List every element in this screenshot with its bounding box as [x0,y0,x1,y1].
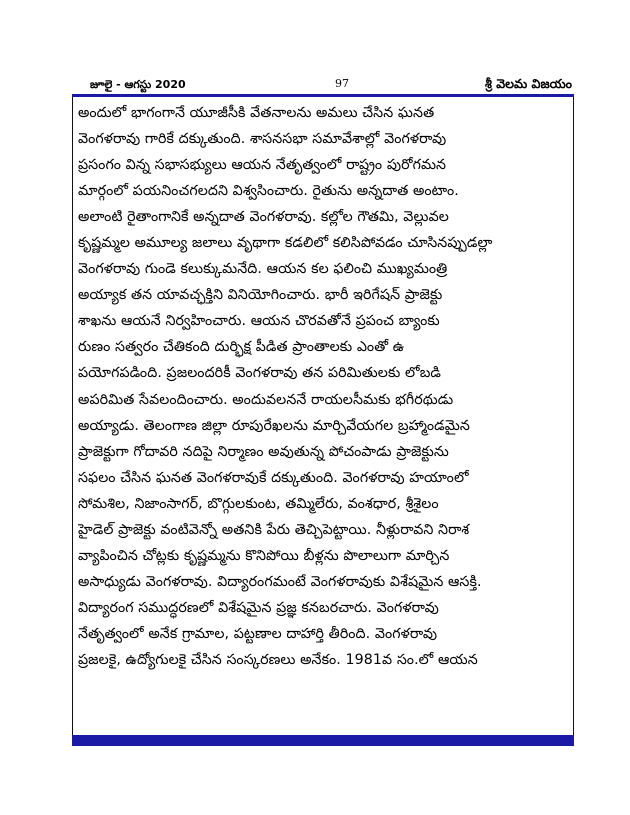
body-line: వెంగళరావు గారికే దక్కుతుంది. శాసనసభా సమావేశాల్లో వెంగళరావు [78,131,447,148]
body-line: సఫలం చేసిన ఘనత వెంగళరావుకే దక్కుతుంది. వెంగళరావు హయాంలో [78,469,469,486]
body-line: అయ్యాక తన యావచ్ఛక్తిని వినియోగించారు. భారీ ఇరిగేషన్ ప్రాజెక్టు [78,287,443,304]
page-number: 97 [335,77,349,90]
body-line: మార్గంలో పయనించగలదని విశ్వసించారు. రైతును అన్నదాత అంటాం. [78,183,459,200]
body-line: కృష్ణమ్మల అమూల్య జలాలు వృథాగా కడలిలో కలిసిపోవడం చూసినప్పుడల్లా [78,235,493,252]
body-line: శాఖను ఆయనే నిర్వహించారు. ఆయన చొరవతోనే ప్రపంచ బ్యాంకు [78,313,440,330]
issue-date: జూలై - ఆగస్టు 2020 [90,78,186,91]
body-line: ప్రాజెక్టుగా గోదావరి నదిపై నిర్మాణం అవుతున్న పోచంపాడు ప్రాజెక్టును [78,443,449,460]
body-line: వెంగళరావు గుండె కలుక్కుమనేది. ఆయన కల ఫలించి ముఖ్యమంత్రి [78,261,448,278]
body-line: నేతృత్వంలో అనేక గ్రామాల, పట్టణాల దాహార్తి తీరింది. వెంగళరావు [78,625,438,642]
body-line: రుణం సత్వరం చేతికంది దుర్భిక్ష పీడిత ప్రాంతాలకు ఎంతో ఉ [78,339,405,356]
page-header [72,76,574,94]
body-line: విద్యారంగ సముద్ధరణలో విశేషమైన ప్రజ్ఞ కనబరచారు. వెంగళరావు [78,599,439,616]
footer-bar [72,735,574,746]
body-line: ప్రసంగం విన్న సభాసభ్యులు ఆయన నేతృత్వంలో రాష్ట్రం పురోగమన [78,157,447,174]
article-body [78,100,571,673]
body-line: అందులో భాగంగానే యూజీసీకి వేతనాలను అమలు చేసిన ఘనత [78,105,435,121]
body-line: పయోగపడింది. ప్రజలందరికీ వెంగళరావు తన పరిమితులకు లోబడి [78,365,442,382]
magazine-title: శ్రీ వెలమ విజయం [485,76,572,91]
body-line: ప్రజలకై, ఉద్యోగులకై చేసిన సంస్కరణలు అనేకం. 1981వ సం.లో ఆయన [78,651,478,668]
body-line: అసాధ్యుడు వెంగళరావు. విద్యారంగమంటే వెంగళరావుకు విశేషమైన ఆసక్తి. [78,573,482,590]
body-line: సోమశిల, నిజాంసాగర్, బొగ్గులకుంట, తమ్మిలేరు, వంశధార, శ్రీశైలం [78,495,439,512]
body-line: అయ్యాడు. తెలంగాణ జిల్లా రూపురేఖలను మార్చివేయగల బ్రహ్మాండమైన [78,417,470,434]
body-line: వ్యాపించిన చోట్లకు కృష్ణమ్మను కొనిపోయి బీళ్లను పొలాలుగా మార్చిన [78,547,450,564]
body-line: అపరిమిత సేవలందించారు. అందువలననే రాయలసీమకు భగీరథుడు [78,391,454,408]
body-line: అలాంటి రైతాంగానికే అన్నదాత వెంగళరావు. కల్లోల గౌతమి, వెల్లువల [78,209,449,226]
body-line: హైడెల్ ప్రాజెక్టు వంటివెన్నో అతనికి పేరు తెచ్చిపెట్టాయి. నీళ్లురావని నిరాశ [78,521,470,538]
